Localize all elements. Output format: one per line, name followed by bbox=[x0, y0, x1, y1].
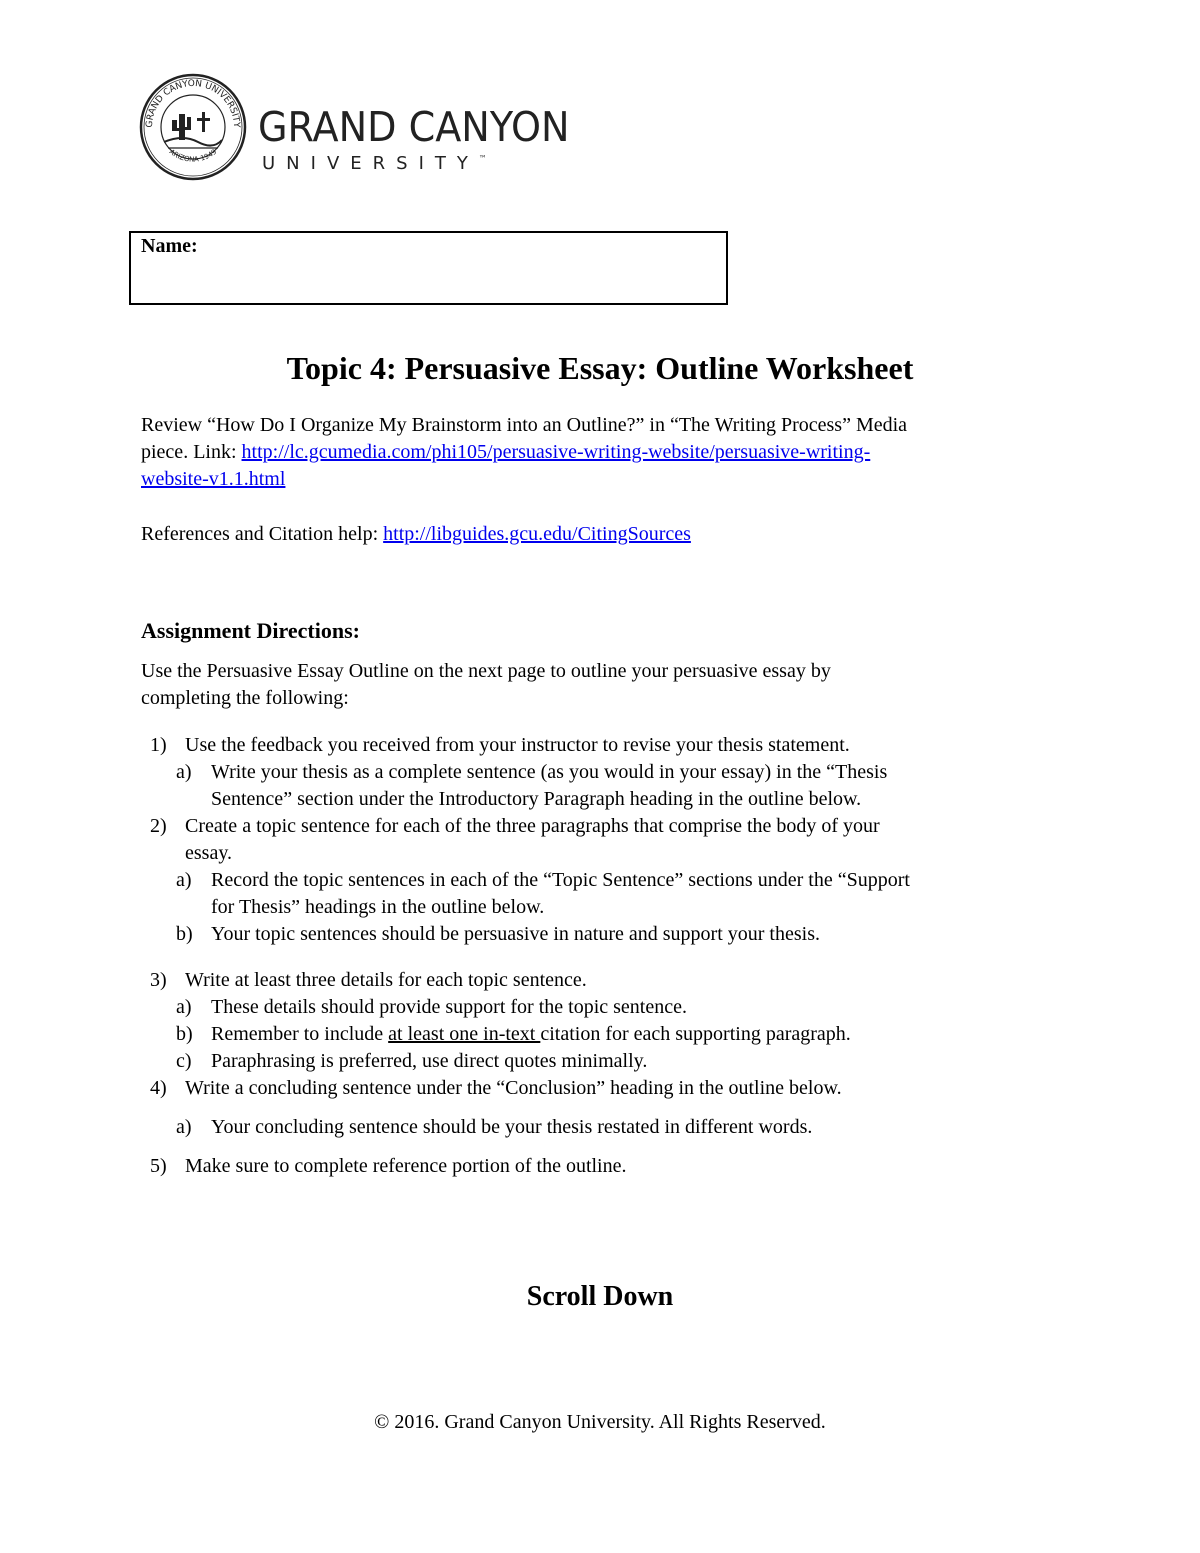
review-line-1: Review “How Do I Organize My Brainstorm into an Outline?” in “The Writing Process” Media bbox=[141, 414, 908, 436]
references-line bbox=[141, 521, 1061, 548]
list-item-line: Make sure to complete reference portion of the outline. bbox=[185, 1155, 627, 1177]
list-subitem-text bbox=[211, 867, 1071, 921]
list-subitem-text bbox=[211, 994, 1071, 1021]
list-subitem-letter: c) bbox=[176, 1050, 192, 1072]
trademark-symbol: ™ bbox=[478, 154, 487, 163]
list-item-number: 1) bbox=[150, 734, 167, 756]
list-subitem-text bbox=[211, 1048, 1071, 1075]
list-subitem-letter: a) bbox=[176, 869, 192, 891]
list-item-text bbox=[185, 813, 1045, 867]
emphasized-in-text-citation: at least one in-text bbox=[388, 1023, 541, 1045]
list-item-text-post: citation for each supporting paragraph. bbox=[540, 1023, 851, 1045]
scroll-down-label: Scroll Down bbox=[526, 1281, 674, 1312]
brand-name: GRAND CANYON bbox=[258, 103, 570, 151]
list-item-text bbox=[185, 732, 1045, 759]
list-item-line: Your topic sentences should be persuasive in nature and support your thesis. bbox=[211, 923, 820, 945]
list-subitem-letter: a) bbox=[176, 761, 192, 783]
list-item-number: 3) bbox=[150, 969, 167, 991]
brand-subtitle bbox=[262, 155, 487, 173]
list-item-line: Write your thesis as a complete sentence (as you would in your essay) in the “Thesis bbox=[211, 761, 888, 783]
brand-subtitle-text: UNIVERSITY bbox=[262, 153, 479, 174]
name-box[interactable] bbox=[129, 231, 728, 305]
name-label: Name: bbox=[141, 235, 198, 257]
review-line-3 bbox=[141, 466, 1061, 493]
list-item-text bbox=[185, 967, 1045, 994]
list-subitem-text bbox=[211, 921, 1071, 948]
list-item-number: 5) bbox=[150, 1155, 167, 1177]
writing-website-link-continued[interactable]: website-v1.1.html bbox=[141, 468, 286, 490]
list-item-line: Use the feedback you received from your instructor to revise your thesis statement. bbox=[185, 734, 850, 756]
seal-text-top: GRAND CANYON UNIVERSITY bbox=[144, 78, 242, 128]
review-line-2-prefix: piece. Link: bbox=[141, 441, 242, 463]
list-item-line: Create a topic sentence for each of the three paragraphs that comprise the body of your bbox=[185, 815, 880, 837]
list-item-text-pre: Remember to include bbox=[211, 1023, 389, 1045]
list-item-line: Write at least three details for each topic sentence. bbox=[185, 969, 587, 991]
directions-intro-line-1: Use the Persuasive Essay Outline on the next page to outline your persuasive essay by bbox=[141, 660, 831, 682]
writing-website-link[interactable]: http://lc.gcumedia.com/phi105/persuasive-writing-website/persuasive-writing- bbox=[241, 441, 871, 463]
list-item-line: Write a concluding sentence under the “Conclusion” heading in the outline below. bbox=[185, 1077, 842, 1099]
copyright-footer: © 2016. Grand Canyon University. All Rights Reserved. bbox=[374, 1411, 826, 1433]
svg-text:ARIZONA 1949 bbox=[168, 148, 218, 164]
list-subitem-letter: b) bbox=[176, 923, 193, 945]
list-subitem-letter: a) bbox=[176, 996, 192, 1018]
university-seal-logo bbox=[138, 72, 248, 182]
citing-sources-link[interactable]: http://libguides.gcu.edu/CitingSources bbox=[383, 523, 691, 545]
document-title: Topic 4: Persuasive Essay: Outline Worksheet bbox=[286, 350, 914, 386]
list-item-number: 4) bbox=[150, 1077, 167, 1099]
list-subitem-text bbox=[211, 1021, 1071, 1048]
list-item-line: Your concluding sentence should be your thesis restated in different words. bbox=[211, 1116, 813, 1138]
directions-intro bbox=[141, 658, 1061, 712]
list-item-line: Sentence” section under the Introductory Paragraph heading in the outline below. bbox=[211, 788, 862, 810]
list-subitem-letter: a) bbox=[176, 1116, 192, 1138]
list-item-line: These details should provide support for the topic sentence. bbox=[211, 996, 687, 1018]
list-item-line: essay. bbox=[185, 842, 233, 864]
list-item-text bbox=[185, 1153, 1045, 1180]
review-line-2 bbox=[141, 439, 1061, 466]
references-prefix: References and Citation help: bbox=[141, 523, 384, 545]
list-item-line: for Thesis” headings in the outline below. bbox=[211, 896, 545, 918]
assignment-directions-heading: Assignment Directions: bbox=[141, 618, 360, 643]
list-subitem-text bbox=[211, 759, 1071, 813]
list-subitem-letter: b) bbox=[176, 1023, 193, 1045]
list-item-number: 2) bbox=[150, 815, 167, 837]
review-paragraph bbox=[141, 412, 1061, 493]
list-item-line: Paraphrasing is preferred, use direct quotes minimally. bbox=[211, 1050, 648, 1072]
list-item-text bbox=[185, 1075, 1045, 1102]
directions-intro-line-2: completing the following: bbox=[141, 687, 349, 709]
list-item-line: Record the topic sentences in each of the “Topic Sentence” sections under the “Support bbox=[211, 869, 910, 891]
seal-text-bottom: ARIZONA 1949 bbox=[167, 147, 219, 164]
list-subitem-text bbox=[211, 1114, 1071, 1141]
